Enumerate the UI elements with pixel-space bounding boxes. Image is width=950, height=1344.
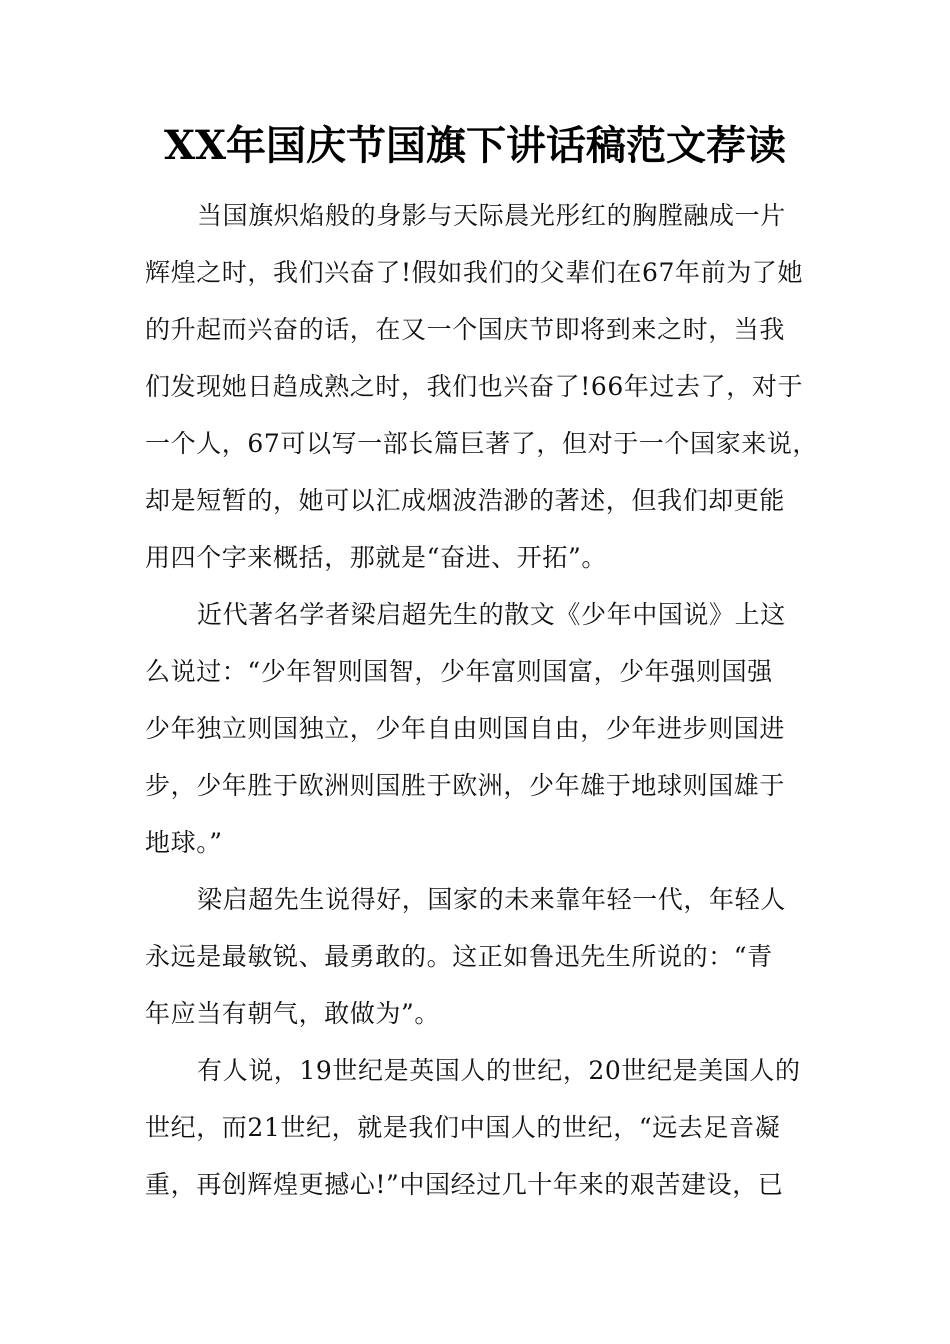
paragraph-1-line-2: 辉煌之时，我们兴奋了!假如我们的父辈们在67年前为了她 <box>145 258 804 287</box>
paragraph-2-line-5: 地球。” <box>145 828 223 857</box>
paragraph-4-line-2: 世纪，而21世纪，就是我们中国人的世纪，“远去足音凝 <box>145 1113 781 1142</box>
paragraph-3-line-2: 永远是最敏锐、最勇敢的。这正如鲁迅先生所说的：“青 <box>145 942 773 971</box>
paragraph-1-line-1: 当国旗炽焰般的身影与天际晨光彤红的胸膛融成一片 <box>197 201 786 230</box>
paragraph-1-line-6: 却是短暂的，她可以汇成烟波浩渺的著述，但我们却更能 <box>145 486 786 515</box>
paragraph-1-line-7: 用四个字来概括，那就是“奋进、开拓”。 <box>145 543 607 572</box>
paragraph-1-line-5: 一个人，67可以写一部长篇巨著了，但对于一个国家来说， <box>145 429 819 458</box>
paragraph-4-line-3: 重，再创辉煌更撼心!”中国经过几十年来的艰苦建设，已 <box>145 1170 784 1199</box>
paragraph-2-line-4: 步，少年胜于欧洲则国胜于欧洲，少年雄于地球则国雄于 <box>145 771 786 800</box>
paragraph-2-line-3: 少年独立则国独立，少年自由则国自由，少年进步则国进 <box>145 714 786 743</box>
paragraph-1-line-3: 的升起而兴奋的话，在又一个国庆节即将到来之时，当我 <box>145 315 786 344</box>
paragraph-4-line-1: 有人说，19世纪是英国人的世纪，20世纪是美国人的 <box>197 1056 801 1085</box>
paragraph-3-line-3: 年应当有朝气，敢做为”。 <box>145 999 440 1028</box>
paragraph-2-line-2: 么说过：“少年智则国智，少年富则国富，少年强则国强 <box>145 657 773 686</box>
paragraph-3-line-1: 梁启超先生说得好，国家的未来靠年轻一代，年轻人 <box>197 885 786 914</box>
paragraph-1-line-4: 们发现她日趋成熟之时，我们也兴奋了!66年过去了，对于 <box>145 372 804 401</box>
document-title: XX年国庆节国旗下讲话稿范文荐读 <box>163 122 787 169</box>
paragraph-2-line-1: 近代著名学者梁启超先生的散文《少年中国说》上这 <box>197 600 786 629</box>
